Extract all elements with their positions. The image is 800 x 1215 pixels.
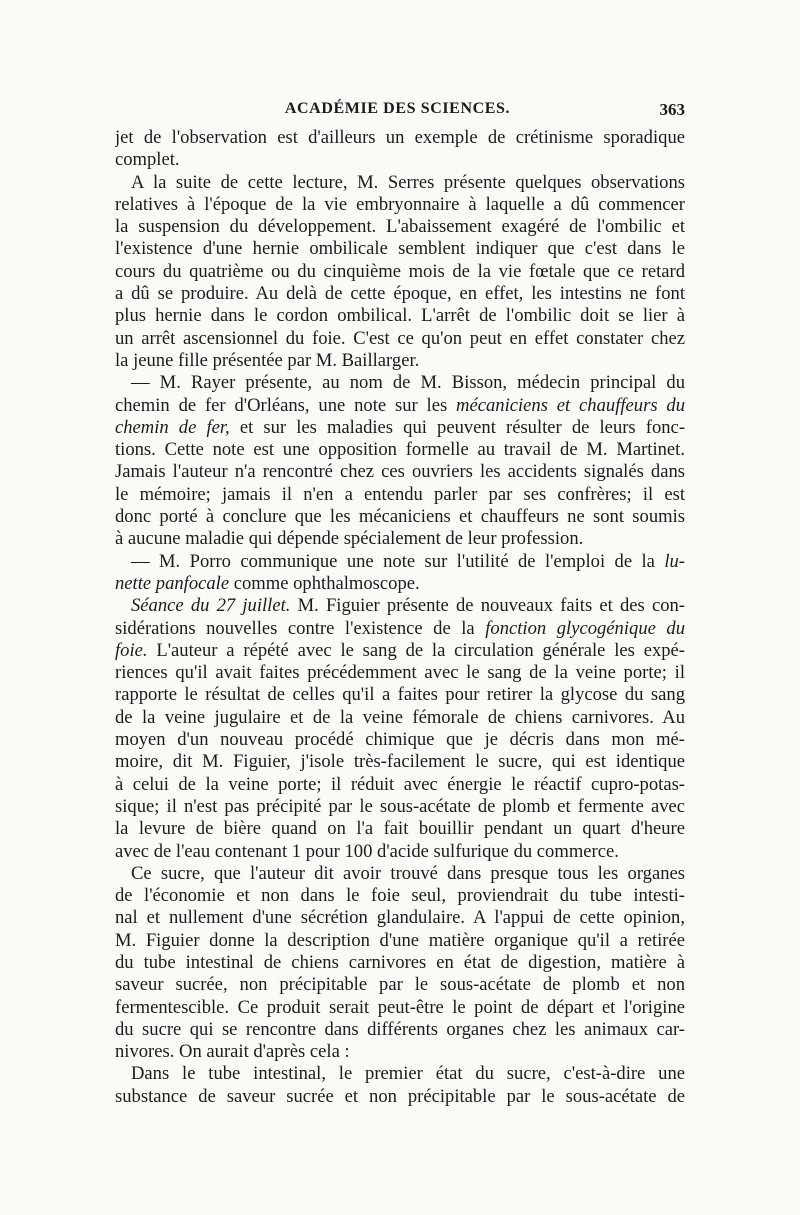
text-line: du tube intestinal de chiens carnivores en état de digestion, matière à (115, 951, 685, 973)
text-line: nivores. On aurait d'après cela : (115, 1041, 350, 1063)
text-line: moyen d'un nouveau procédé chimique que je décris dans mon mé- (115, 729, 685, 751)
text-line (115, 551, 685, 573)
text-line: du sucre qui se rencontre dans différents organes chez les animaux car- (115, 1018, 685, 1040)
running-header (110, 100, 685, 126)
text-line: la levure de bière quand on l'a fait bouillir pendant un quart d'heure (115, 818, 685, 840)
italic-segment: chemin de fer, (115, 416, 230, 438)
text-line: la jeune fille présentée par M. Baillarger. (115, 349, 420, 371)
text-segment: — M. Porro communique une note sur l'utilité de l'emploi de la (131, 550, 665, 572)
text-line: saveur sucrée, non précipitable par le sous-acétate de plomb et non (115, 974, 685, 996)
text-line: tions. Cette note est une opposition formelle au travail de M. Martinet. (115, 439, 685, 461)
text-line: moire, dit M. Figuier, j'isole très-facilement le sucre, qui est identique (115, 751, 685, 773)
text-line: Jamais l'auteur n'a rencontré chez ces ouvriers les accidents signalés dans (115, 461, 685, 483)
italic-segment: fonction glycogénique du (485, 617, 685, 639)
text-line: riences qu'il avait faites précédemment avec le sang de la veine porte; il (115, 662, 685, 684)
body-text (115, 127, 685, 1108)
text-line: Dans le tube intestinal, le premier état du sucre, c'est-à-dire une (131, 1063, 685, 1085)
text-line: donc porté à conclure que les mécaniciens et chauffeurs ne sont soumis (115, 506, 685, 528)
italic-segment: lu- (664, 550, 685, 572)
text-line (115, 573, 685, 595)
italic-segment: mécaniciens et chauffeurs du (456, 394, 685, 416)
text-line: jet de l'observation est d'ailleurs un exemple de crétinisme sporadique (115, 127, 685, 148)
text-line: de l'économie et non dans le foie seul, proviendrait du tube intesti- (115, 885, 685, 907)
italic-segment: nette panfocale (115, 572, 230, 594)
text-line (115, 417, 685, 439)
text-line: — M. Rayer présente, au nom de M. Bisson, médecin principal du (131, 372, 685, 394)
page-number: 363 (659, 100, 685, 119)
text-segment: et sur les maladies qui peuvent résulter de leurs fonc- (229, 416, 685, 438)
text-line: le mémoire; jamais il n'en a entendu parler par ses confrères; il est (115, 483, 685, 505)
text-line: nal et nullement d'une sécrétion glandulaire. A l'appui de cette opinion, (115, 907, 685, 929)
text-segment: L'auteur a répété avec le sang de la circulation générale les expé- (147, 639, 685, 661)
italic-segment: Séance du 27 juillet. (131, 595, 291, 617)
text-line: la suspension du développement. L'abaissement exagéré de l'ombilic et (115, 216, 685, 238)
text-line: à aucune maladie qui dépende spécialement de leur profession. (115, 528, 584, 550)
text-line: l'existence d'une hernie ombilicale semblent indiquer que c'est dans le (115, 238, 685, 260)
text-segment: comme ophthalmoscope. (229, 572, 420, 594)
text-segment: M. Figuier présente de nouveaux faits et des con- (290, 595, 685, 617)
text-line: un arrêt ascensionnel du foie. C'est ce qu'on peut en effet constater chez (115, 327, 685, 349)
text-line: rapporte le résultat de celles qu'il a faites pour retirer la glycose du sang (115, 684, 685, 706)
text-line: de la veine jugulaire et de la veine fémorale de chiens carnivores. Au (115, 706, 685, 728)
text-line: plus hernie dans le cordon ombilical. L'arrêt de l'ombilic doit se lier à (115, 305, 685, 327)
text-line (115, 618, 685, 640)
text-line: A la suite de cette lecture, M. Serres présente quelques observations (131, 171, 685, 193)
text-line: cours du quatrième ou du cinquième mois de la vie fœtale que ce retard (115, 260, 685, 282)
text-line (115, 395, 685, 417)
text-line (115, 640, 685, 662)
text-line: sique; il n'est pas précipité par le sous-acétate de plomb et fermente avec (115, 795, 685, 817)
text-line: complet. (115, 149, 180, 171)
header-title: ACADÉMIE DES SCIENCES. (284, 100, 511, 117)
text-segment: chemin de fer d'Orléans, une note sur les (115, 394, 457, 416)
text-line: a dû se produire. Au delà de cette époque, en effet, les intestins ne font (115, 283, 685, 305)
text-line: fermentescible. Ce produit serait peut-être le point de départ et l'origine (115, 996, 685, 1018)
text-line: substance de saveur sucrée et non précipitable par le sous-acétate de (115, 1085, 685, 1107)
text-line (115, 595, 685, 617)
text-line: relatives à l'époque de la vie embryonnaire à laquelle a dû commencer (115, 193, 685, 215)
italic-segment: foie. (115, 639, 148, 661)
text-line: Ce sucre, que l'auteur dit avoir trouvé dans presque tous les organes (131, 862, 685, 884)
text-segment: sidérations nouvelles contre l'existence de la (115, 617, 486, 639)
text-line: avec de l'eau contenant 1 pour 100 d'acide sulfurique du commerce. (115, 840, 619, 862)
text-line: à celui de la veine porte; il réduit avec énergie le réactif cupro-potas- (115, 773, 685, 795)
text-line: M. Figuier donne la description d'une matière organique qu'il a retirée (115, 929, 685, 951)
